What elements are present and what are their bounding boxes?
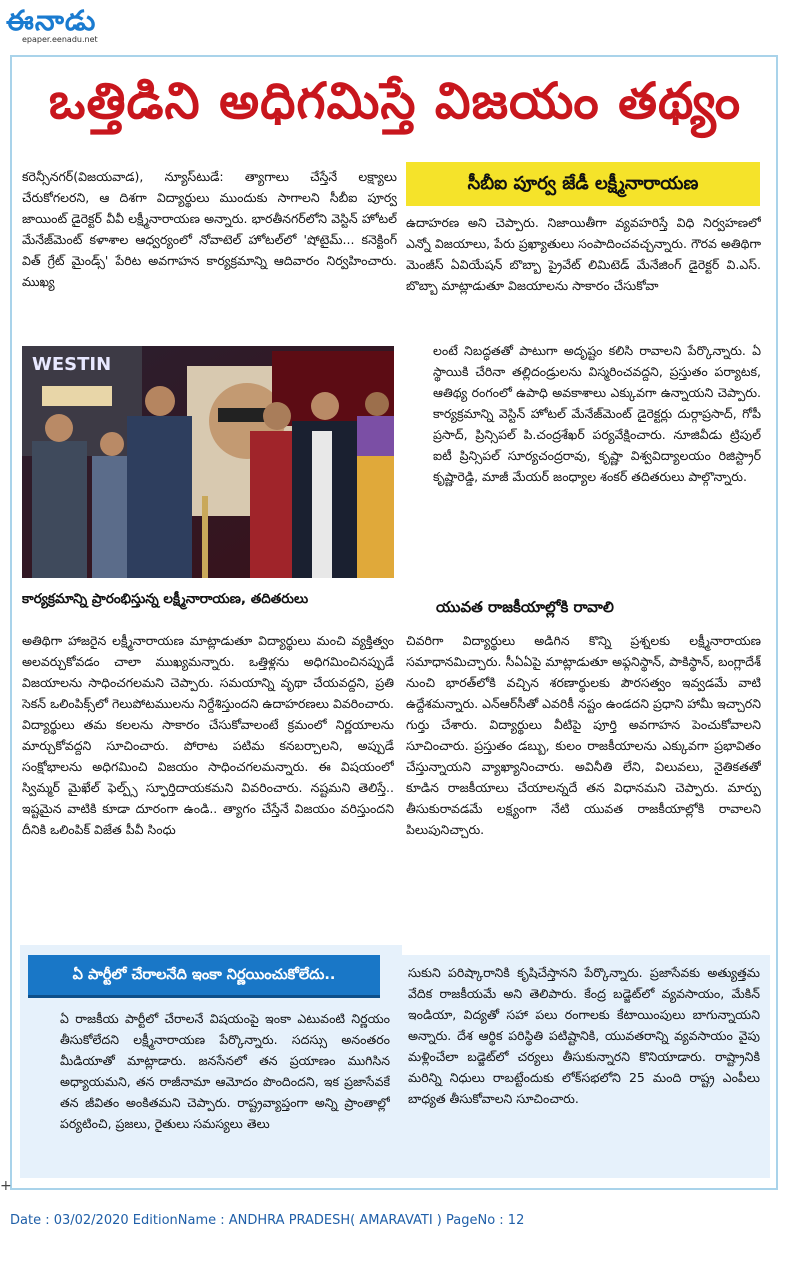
section-heading-youth: యువత రాజకీయాల్లోకి రావాలి: [436, 598, 614, 616]
section-heading-party: ఏ పార్టీలో చేరాలనేది ఇంకా నిర్ణయించుకోలేదు..: [28, 955, 380, 995]
headline: ఒత్తిడిని అధిగమిస్తే విజయం తథ్యం: [48, 72, 742, 130]
masthead: [2, 2, 142, 46]
article-col2-right: లంటే నిబద్ధతతో పాటుగా అదృష్టం కలిసి రావాలని పేర్కొన్నారు. ఏ స్థాయికి చేరినా తల్లిదండ్రులను విస్మరించవద్దని, ప్రస్తుతం పర్యాటక, ఆతిథ్య రంగంలో ఉపాధి అవకాశాలు ఎక్కువగా ఉన్నాయని చెప్పారు. కార్యక్రమాన్ని వెస్టిన్ హోటల్ మేనేజ్‌మెంట్ డైరెక్టర్లు దుర్గాప్రసాద్, గోపీ ప్రసాద్, ప్రిన్సిపల్ పి.చంద్రశేఖర్ పర్యవేక్షించారు. నూజివీడు ట్రిపుల్ ఐటీ ప్రిన్సిపల్ సూర్యచంద్రరావు, కృష్ణా విశ్వవిద్యాలయం రిజిస్ట్రార్ కృష్ణారెడ్డి, మాజీ మేయర్ జంధ్యాల శంకర్ తదితరులు పాల్గొన్నారు.: [433, 343, 761, 484]
subheadline: సీబీఐ పూర్వ జేడీ లక్ష్మీనారాయణ: [467, 173, 699, 194]
article-col2-intro: ఉదాహరణ అని చెప్పారు. నిజాయితీగా వ్యవహరిస్తే విధి నిర్వహణలో ఎన్నో విజయాలు, పేరు ప్రఖ్యాతులు సంపాదించవచ్చన్నారు. గౌరవ అతిథిగా మెంజీస్ ఏవియేషన్ బొబ్బా ప్రైవేట్ లిమిటెడ్ మేనేజింగ్ డైరెక్టర్ వి.ఎస్. బొబ్బా మాట్లాడుతూ విజయాలను సాకారం చేసుకోవా: [406, 215, 761, 293]
event-photo: [22, 346, 394, 578]
photo-caption: కార్యక్రమాన్ని ప్రారంభిస్తున్న లక్ష్మీనారాయణ, తదితరులు: [22, 591, 309, 607]
subheadline-box: [406, 162, 760, 206]
event-photo-illustration: [22, 346, 394, 578]
article-col1-body: అతిథిగా హాజరైన లక్ష్మీనారాయణ మాట్లాడుతూ విద్యార్థులు మంచి వ్యక్తిత్వం అలవర్చుకోవడం చాలా ముఖ్యమన్నారు. ఒత్తిళ్లను అధిగమించినప్పుడే విజయాలను సాధించగలమని చెప్పారు. సమయాన్ని వృథా చేయవద్దని, ప్రతి సెకన్ ఒలింపిక్స్‌లో గెలుపోటములను నిర్దేశిస్తుందని ఉదాహరణలు వివరించారు. విద్యార్థులు తమ కలలను సాకారం చేసుకోవాలంటే క్రమంలో నిర్ణయాలను మార్చుకోవద్దని సూచించారు. పోరాట పటిమ కనబర్చాలని, అప్పుడే సంక్షోభాలను అధిగమించి విజయం సాధించగలమన్నారు. ఈ విషయంలో స్విమ్మర్ మైఖేల్ ఫెల్ప్స్ స్ఫూర్తిదాయకమని వివరించారు. నష్టమని తెలిస్తే.. ఇష్టమైన వాటికి కూడా దూరంగా ఉండి.. త్యాగం చేస్తేనే విజయం వరిస్తుందని దీనికి ఒలింపిక్ విజేత పీవీ సింధు: [22, 633, 394, 837]
westin-sign: WESTIN: [32, 354, 112, 375]
article-col1-tail: ఏ రాజకీయ పార్టీలో చేరాలనే విషయంపై ఇంకా ఎటువంటి నిర్ణయం తీసుకోలేదని లక్ష్మీనారాయణ పేర్కొన్నారు. సదస్సు అనంతరం మీడియాతో మాట్లాడారు. జనసేనలో తన ప్రయాణం ముగిసిన అధ్యాయమని, తన రాజీనామా ఆమోదం పొందిందని, ఇక ప్రజాసేవకే తన జీవితం అంకితమని చెప్పారు. రాష్ట్రవ్యాప్తంగా అన్ని ప్రాంతాల్లో పర్యటించి, ప్రజలు, రైతులు సమస్యలు తెలు: [60, 1011, 390, 1131]
article-col2-body: చివరిగా విద్యార్థులు అడిగిన కొన్ని ప్రశ్నలకు లక్ష్మీనారాయణ సమాధానమిచ్చారు. సీఏఏపై మాట్లాడుతూ అఫ్గనిస్థాన్, పాకిస్థాన్, బంగ్లాదేశ్ నుంచి భారత్‌లోకి వచ్చిన శరణార్థులకు పౌరసత్వం ఇవ్వడమే వాటి ఉద్దేశమన్నారు. ఎన్‌ఆర్‌సీతో ఎవరికీ నష్టం ఉండదని ప్రధాని హామీ ఇచ్చారని గుర్తు చేశారు. విద్యార్థులు వీటిపై పూర్తి అవగాహన పెంచుకోవాలని సూచించారు. ప్రస్తుతం డబ్బు, కులం రాజకీయాలను ఎక్కువగా ప్రభావితం చేస్తున్నాయని వ్యాఖ్యానించారు. అవినీతి లేని, విలువలు, నైతికతతో కూడిన రాజకీయాలు చేయాలన్నదే తన విధానమని చెప్పారు. మార్పు తీసుకురావడమే లక్ష్యంగా నేటి యువత రాజకీయాల్లోకి రావాలని పిలుపునిచ్చారు.: [406, 633, 761, 837]
crop-mark-icon: +: [0, 1178, 12, 1194]
epaper-url[interactable]: epaper.eenadu.net: [22, 35, 98, 44]
article-col1-intro: కరెన్సీనగర్(విజయవాడ), న్యూస్‌టుడే: త్యాగాలు చేస్తేనే లక్ష్యాలు చేరుకోగలరని, ఆ దిశగా విద్యార్థులు ముందుకు సాగాలని సీబీఐ పూర్వ జాయింట్ డైరెక్టర్ వీవీ లక్ష్మీనారాయణ అన్నారు. భారతీనగర్‌లోని వెస్టిన్ హోటల్ మేనేజ్‌మెంట్ కళాశాల ఆధ్వర్యంలో నోవాటెల్ హోటల్‌లో 'షోటైమ్... కనెక్టింగ్ విత్ గ్రేట్ మైండ్స్' పేరిట అవగాహన కార్యక్రమాన్ని ఆదివారం నిర్వహించారు. ముఖ్య: [22, 169, 397, 289]
article-col2-tail: సుకుని పరిష్కారానికి కృషిచేస్తానని పేర్కొన్నారు. ప్రజాసేవకు అత్యుత్తమ వేదిక రాజకీయమే అని తెలిపారు. కేంద్ర బడ్జెట్‌లో వ్యవసాయం, మేకిన్ ఇండియా, విద్యతో సహా పలు రంగాలకు కేటాయింపులు బాగున్నాయని అన్నారు. దేశ ఆర్థిక పరిస్థితి పటిష్టానికి, యువతరాన్ని వ్యవసాయం వైపు మళ్లించేలా బడ్జెట్‌లో చర్యలు తీసుకున్నారని కొనియాడారు. రాష్ట్రానికి మరిన్ని నిధులు రాబట్టేందుకు లోక్‌సభలోని 25 మంది రాష్ట్ర ఎంపీలు బాధ్యత తీసుకోవాలని సూచించారు.: [408, 965, 760, 1106]
edition-footer: Date : 03/02/2020 EditionName : ANDHRA PRADESH( AMARAVATI ) PageNo : 12: [10, 1213, 525, 1228]
eenadu-logo[interactable]: ఈనాడు: [6, 4, 97, 37]
